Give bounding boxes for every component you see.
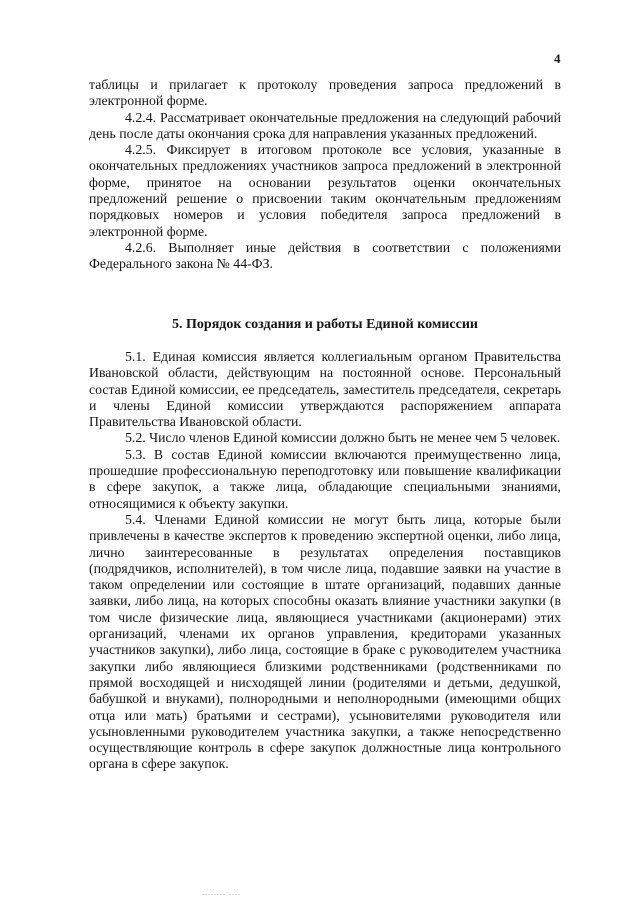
section-5-body bbox=[89, 349, 561, 773]
section-4-continuation bbox=[89, 77, 561, 273]
paragraph-5-3: 5.3. В состав Единой комиссии включаются преимущественно лица, прошедшие профессиональную переподготовку или повышение квалификации в сфере закупок, а также лица, обладающие специальными знаниями, относящимися к объекту закупки. bbox=[89, 446, 561, 511]
paragraph-4-2-5: 4.2.5. Фиксирует в итоговом протоколе все условия, указанные в окончательных предложениях участников запроса предложений в электронной форме, принятое на основании результатов оценки окончательных предложений решение о присвоении таким окончательным предложениям порядковых номеров и условия победителя запроса предложений в электронной форме. bbox=[89, 142, 561, 239]
page-number: 4 bbox=[554, 51, 561, 66]
paragraph-4-2-4: 4.2.4. Рассматривает окончательные предложения на следующий рабочий день после даты окончания срока для направления указанных предложений. bbox=[89, 109, 561, 141]
paragraph-4-2-3-tail: таблицы и прилагает к протоколу проведения запроса предложений в электронной форме. bbox=[89, 77, 561, 109]
footer-marks: ........ .... bbox=[202, 888, 241, 897]
paragraph-5-2: 5.2. Число членов Единой комиссии должно быть не менее чем 5 человек. bbox=[125, 430, 561, 446]
paragraph-5-1: 5.1. Единая комиссия является коллегиальным органом Правительства Ивановской области, действующим на постоянной основе. Персональный состав Единой комиссии, ее председатель, заместитель председателя, секретарь и члены Единой комиссии утверждаются распоряжением аппарата Правительства Ивановской области. bbox=[89, 349, 561, 430]
paragraph-5-4: 5.4. Членами Единой комиссии не могут быть лица, которые были привлечены в качестве экспертов к проведению экспертной оценки, либо лица, лично заинтересованные в результатах определения поставщиков (подрядчиков, исполнителей), в том числе лица, подавшие заявки на участие в таком определении или состоящие в штате организаций, подавших данные заявки, либо лица, на которых способны оказать влияние участники закупки (в том числе физические лица, являющиеся участниками (акционерами) этих организаций, членами их органов управления, кредиторами указанных участников закупки), либо лица, состоящие в браке с руководителем участника закупки либо являющиеся близкими родственниками (родственниками по прямой восходящей и нисходящей линии (родителями и детьми, дедушкой, бабушкой и внуками), полнородными и неполнородными (имеющими общих отца или мать) братьями и сестрами), усыновителями руководителя или усыновленными руководителем участника закупки, а также непосредственно осуществляющие контроль в сфере закупок должностные лица контрольного органа в сфере закупок. bbox=[89, 511, 561, 772]
section-5-heading: 5. Порядок создания и работы Единой комиссии bbox=[172, 317, 478, 332]
paragraph-4-2-6: 4.2.6. Выполняет иные действия в соответствии с положениями Федерального закона № 44-ФЗ. bbox=[89, 239, 561, 272]
